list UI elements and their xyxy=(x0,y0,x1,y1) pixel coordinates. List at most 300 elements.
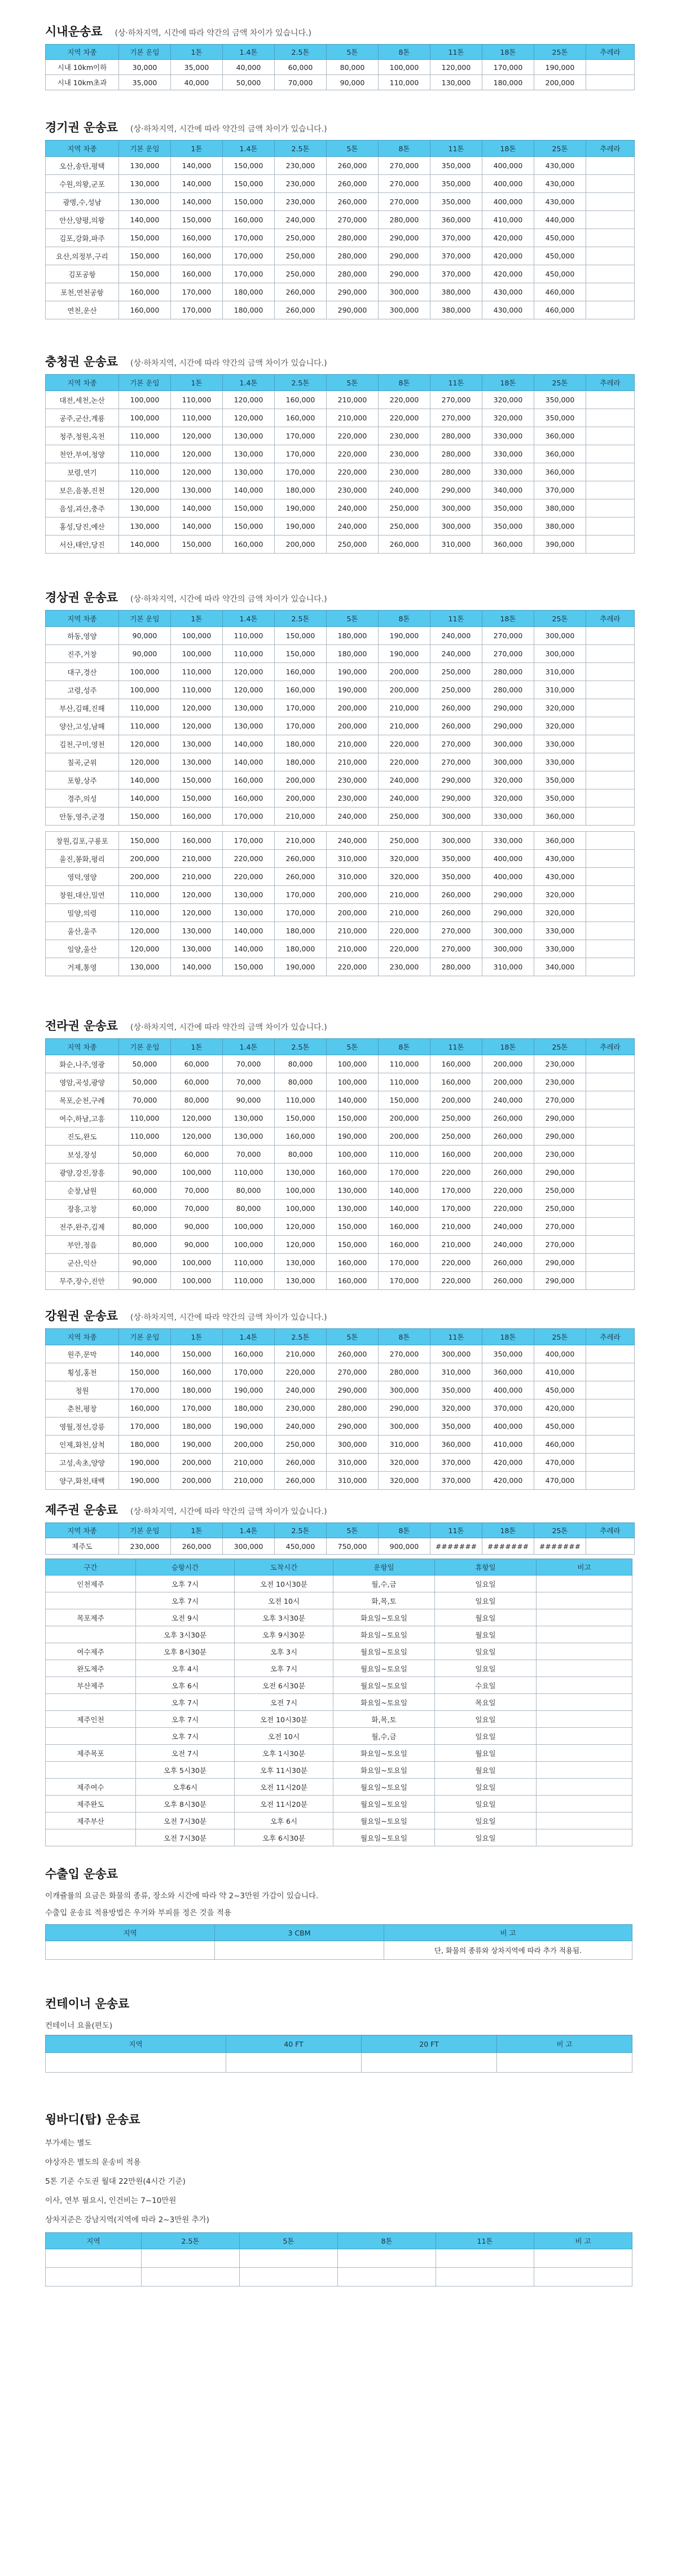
column-header: 휴항일 xyxy=(435,1559,537,1576)
table-cell: 180,000 xyxy=(327,645,379,663)
table-cell: 270,000 xyxy=(430,409,482,427)
table-cell: 180,000 xyxy=(119,1436,171,1454)
column-header: 40 FT xyxy=(226,2035,362,2053)
table-cell: 200,000 xyxy=(327,717,379,735)
table-cell: 110,000 xyxy=(171,409,223,427)
table-cell: 부안,정읍 xyxy=(46,1236,119,1254)
table-cell: 오후 6시30분 xyxy=(235,1829,333,1846)
table-cell: 330,000 xyxy=(482,808,534,826)
table-cell: 120,000 xyxy=(171,886,223,904)
table-cell: 300,000 xyxy=(534,627,586,645)
table-cell: 80,000 xyxy=(223,1182,275,1200)
column-header: 기본 운임 xyxy=(119,141,171,157)
column-header: 기본 운임 xyxy=(119,1329,171,1345)
table-row xyxy=(46,735,635,753)
table-cell: 250,000 xyxy=(275,1436,327,1454)
table-cell: 120,000 xyxy=(119,735,171,753)
table-cell: 300,000 xyxy=(482,940,534,958)
table-row xyxy=(46,481,635,499)
column-header: 지역 xyxy=(46,1925,215,1941)
table-cell: 오전 7시 xyxy=(235,1694,333,1711)
table-cell: 230,000 xyxy=(379,427,430,445)
table-cell: 170,000 xyxy=(379,1164,430,1182)
table-cell: 170,000 xyxy=(430,1200,482,1218)
column-header: 25톤 xyxy=(534,141,586,157)
table-cell: 시내 10km이하 xyxy=(46,60,119,75)
table-cell: 전주,완주,김제 xyxy=(46,1218,119,1236)
table-cell: 160,000 xyxy=(327,1272,379,1290)
table-cell: 130,000 xyxy=(171,922,223,940)
table-cell xyxy=(537,1728,632,1745)
table-cell xyxy=(46,1694,136,1711)
export-rate-table xyxy=(45,1924,632,1960)
table-cell: 320,000 xyxy=(430,1399,482,1418)
table-row xyxy=(46,157,635,175)
section-title: 전라권 운송료 xyxy=(45,1019,118,1033)
table-cell xyxy=(436,2268,534,2287)
table-cell: 130,000 xyxy=(223,445,275,463)
column-header: 비 고 xyxy=(497,2035,632,2053)
table-row xyxy=(46,832,635,850)
table-cell: 290,000 xyxy=(430,481,482,499)
table-cell: 250,000 xyxy=(534,1200,586,1218)
section-chungcheong xyxy=(45,353,327,367)
table-cell: 220,000 xyxy=(482,1200,534,1218)
table-cell: 180,000 xyxy=(275,753,327,771)
table-cell: 160,000 xyxy=(119,301,171,319)
table-cell: 110,000 xyxy=(119,427,171,445)
table-cell: 210,000 xyxy=(327,391,379,409)
table-cell: 290,000 xyxy=(327,1381,379,1399)
table-cell: 110,000 xyxy=(119,463,171,481)
table-cell xyxy=(46,2268,142,2287)
table-cell xyxy=(586,1345,635,1363)
table-cell: 270,000 xyxy=(430,940,482,958)
table-cell: 울진,봉화,평리 xyxy=(46,850,119,868)
column-header: 3 CBM xyxy=(215,1925,384,1941)
table-cell: 320,000 xyxy=(482,789,534,808)
table-cell: 190,000 xyxy=(119,1454,171,1472)
table-cell: 150,000 xyxy=(275,1109,327,1127)
table-cell xyxy=(497,2053,632,2073)
table-cell: 290,000 xyxy=(379,247,430,265)
table-row xyxy=(46,1073,635,1091)
column-header: 1톤 xyxy=(171,141,223,157)
column-header: 8톤 xyxy=(379,1039,430,1055)
table-cell: 영암,곡성,광양 xyxy=(46,1073,119,1091)
table-cell: 오전 10시30분 xyxy=(235,1576,333,1592)
table-cell: 160,000 xyxy=(171,265,223,283)
table-cell xyxy=(586,868,635,886)
table-cell: 100,000 xyxy=(171,1254,223,1272)
table-cell xyxy=(586,958,635,976)
column-header: 지역 차종 xyxy=(46,1523,119,1538)
table-cell: 250,000 xyxy=(430,1109,482,1127)
table-cell: 360,000 xyxy=(430,1436,482,1454)
column-header: 1톤 xyxy=(171,611,223,627)
table-cell: 오전 7시 xyxy=(136,1745,235,1762)
table-cell xyxy=(46,1592,136,1609)
table-cell: 420,000 xyxy=(482,1454,534,1472)
table-cell: 90,000 xyxy=(171,1218,223,1236)
table-cell: 고령,성주 xyxy=(46,681,119,699)
column-header: 5톤 xyxy=(327,1329,379,1345)
column-header: 1.4톤 xyxy=(223,141,275,157)
column-header: 승항시간 xyxy=(136,1559,235,1576)
column-header: 기본 운임 xyxy=(119,1523,171,1538)
table-cell: 210,000 xyxy=(379,717,430,735)
table-cell: 오후 8시30분 xyxy=(136,1796,235,1813)
column-header: 2.5톤 xyxy=(275,45,327,60)
table-cell: 250,000 xyxy=(430,1127,482,1146)
table-cell: 천안,부여,청양 xyxy=(46,445,119,463)
table-cell: 일요일 xyxy=(435,1796,537,1813)
table-cell: 170,000 xyxy=(275,886,327,904)
table-cell: 230,000 xyxy=(275,175,327,193)
table-cell xyxy=(142,2268,240,2287)
column-header: 5톤 xyxy=(327,1523,379,1538)
table-cell: 130,000 xyxy=(223,699,275,717)
table-cell: 270,000 xyxy=(482,645,534,663)
table-cell: 420,000 xyxy=(482,247,534,265)
table-cell xyxy=(586,1254,635,1272)
table-cell: 250,000 xyxy=(327,536,379,554)
table-row xyxy=(46,808,635,826)
table-cell: 300,000 xyxy=(430,499,482,517)
wingbody-note-line: 부가세는 별도 xyxy=(45,2139,92,2148)
table-cell xyxy=(537,1779,632,1796)
table-row xyxy=(46,499,635,517)
table-cell: 광명,수,성남 xyxy=(46,193,119,211)
table-cell: 260,000 xyxy=(275,1472,327,1490)
table-cell: 130,000 xyxy=(223,427,275,445)
table-cell: 420,000 xyxy=(482,1472,534,1490)
table-cell: 160,000 xyxy=(327,1164,379,1182)
table-cell: 210,000 xyxy=(327,940,379,958)
column-header: 25톤 xyxy=(534,45,586,60)
table-cell: 450,000 xyxy=(275,1538,327,1555)
table-cell xyxy=(586,645,635,663)
table-cell: 110,000 xyxy=(171,391,223,409)
table-cell: 오후 7시 xyxy=(136,1592,235,1609)
table-cell: 160,000 xyxy=(171,247,223,265)
table-cell: 240,000 xyxy=(430,627,482,645)
table-header-row xyxy=(46,2035,632,2053)
table-cell: 화요일~토요일 xyxy=(333,1626,435,1643)
column-header: 1톤 xyxy=(171,1523,223,1538)
table-cell xyxy=(537,1762,632,1779)
section-note: (상·하차지역, 시간에 따라 약간의 금액 차이가 있습니다.) xyxy=(130,359,327,368)
column-header: 20 FT xyxy=(362,2035,497,2053)
table-cell: 300,000 xyxy=(430,517,482,536)
table-cell: 110,000 xyxy=(379,1055,430,1073)
table-cell: 오전 10시 xyxy=(235,1592,333,1609)
table-cell: 270,000 xyxy=(327,211,379,229)
table-cell: 430,000 xyxy=(534,850,586,868)
table-cell: 230,000 xyxy=(534,1073,586,1091)
table-cell: 270,000 xyxy=(327,1363,379,1381)
table-row xyxy=(46,1436,635,1454)
column-header: 8톤 xyxy=(379,611,430,627)
table-cell: 430,000 xyxy=(482,283,534,301)
table-cell: 120,000 xyxy=(430,60,482,75)
table-cell: 오전 10시30분 xyxy=(235,1711,333,1728)
table-cell: 170,000 xyxy=(171,1399,223,1418)
table-cell: 110,000 xyxy=(223,1164,275,1182)
table-cell: 양구,화천,태백 xyxy=(46,1472,119,1490)
table-cell: 320,000 xyxy=(379,868,430,886)
table-cell: 220,000 xyxy=(379,391,430,409)
column-header: 지역 차종 xyxy=(46,141,119,157)
table-cell: 140,000 xyxy=(119,211,171,229)
table-cell: 170,000 xyxy=(223,808,275,826)
table-row xyxy=(46,1796,632,1813)
column-header: 기본 운임 xyxy=(119,45,171,60)
table-cell: 260,000 xyxy=(482,1254,534,1272)
section-note: (상·하차지역, 시간에 따라 약간의 금액 차이가 있습니다.) xyxy=(130,595,327,604)
table-cell: 110,000 xyxy=(119,717,171,735)
table-cell: 310,000 xyxy=(327,1472,379,1490)
table-cell xyxy=(586,717,635,735)
table-cell: 춘천,평창 xyxy=(46,1399,119,1418)
table-cell: 110,000 xyxy=(223,645,275,663)
table-cell: 90,000 xyxy=(119,1272,171,1290)
table-cell: 60,000 xyxy=(275,60,327,75)
table-cell xyxy=(142,2249,240,2268)
table-cell: 110,000 xyxy=(119,699,171,717)
table-cell: 제주도 xyxy=(46,1538,119,1555)
table-cell: 김천,구미,영천 xyxy=(46,735,119,753)
table-cell: 100,000 xyxy=(119,663,171,681)
column-header: 1.4톤 xyxy=(223,1039,275,1055)
table-cell xyxy=(537,1677,632,1694)
table-cell xyxy=(537,1694,632,1711)
table-row xyxy=(46,1779,632,1796)
table-cell: 120,000 xyxy=(171,699,223,717)
table-cell: 화,목,토 xyxy=(333,1711,435,1728)
table-cell: 화요일~토요일 xyxy=(333,1762,435,1779)
table-cell: 월요일 xyxy=(435,1626,537,1643)
table-cell: 오후 6시 xyxy=(235,1813,333,1829)
column-header: 25톤 xyxy=(534,1523,586,1538)
table-cell: 100,000 xyxy=(119,681,171,699)
section-title: 컨테이너 운송료 xyxy=(45,1997,130,2011)
table-cell: 연천,운산 xyxy=(46,301,119,319)
table-cell: 100,000 xyxy=(171,1272,223,1290)
table-cell: 160,000 xyxy=(119,283,171,301)
table-cell: 오후 3시30분 xyxy=(136,1626,235,1643)
table-cell: 400,000 xyxy=(482,850,534,868)
table-header-row xyxy=(46,141,635,157)
table-cell: 350,000 xyxy=(534,391,586,409)
section-title: 강원권 운송료 xyxy=(45,1309,118,1323)
table-cell: 200,000 xyxy=(327,904,379,922)
table-cell: 수원,의왕,군포 xyxy=(46,175,119,193)
table-cell: 190,000 xyxy=(275,499,327,517)
table-cell xyxy=(537,1796,632,1813)
table-cell: 270,000 xyxy=(379,193,430,211)
table-row xyxy=(46,627,635,645)
table-cell: 90,000 xyxy=(119,1254,171,1272)
table-cell: 350,000 xyxy=(430,1418,482,1436)
table-cell: 240,000 xyxy=(482,1091,534,1109)
table-row xyxy=(46,1109,635,1127)
table-cell xyxy=(586,1127,635,1146)
table-cell: 290,000 xyxy=(534,1127,586,1146)
table-cell: 완도제주 xyxy=(46,1660,136,1677)
table-cell: 화요일~토요일 xyxy=(333,1609,435,1626)
table-cell: 포천,연천공항 xyxy=(46,283,119,301)
column-header: 5톤 xyxy=(327,375,379,391)
table-cell: 360,000 xyxy=(534,832,586,850)
table-cell: 150,000 xyxy=(223,958,275,976)
table-cell: 460,000 xyxy=(534,283,586,301)
table-cell: 100,000 xyxy=(223,1218,275,1236)
table-cell: 130,000 xyxy=(171,735,223,753)
table-cell: 190,000 xyxy=(327,681,379,699)
table-cell: 90,000 xyxy=(327,75,379,90)
table-cell: 일요일 xyxy=(435,1779,537,1796)
table-cell: 260,000 xyxy=(327,157,379,175)
table-cell: 210,000 xyxy=(275,1345,327,1363)
table-cell: 250,000 xyxy=(275,229,327,247)
table-cell: 310,000 xyxy=(327,1454,379,1472)
table-cell: 오후 8시30분 xyxy=(136,1643,235,1660)
table-cell: 230,000 xyxy=(379,958,430,976)
table-cell xyxy=(586,940,635,958)
table-cell: 100,000 xyxy=(119,391,171,409)
table-cell: 350,000 xyxy=(430,868,482,886)
table-row xyxy=(46,645,635,663)
table-cell xyxy=(586,735,635,753)
table-cell: 330,000 xyxy=(482,427,534,445)
table-cell: 450,000 xyxy=(534,1381,586,1399)
table-cell: 220,000 xyxy=(327,958,379,976)
section-gangwon xyxy=(45,1307,327,1322)
table-cell: 200,000 xyxy=(379,663,430,681)
table-cell: 190,000 xyxy=(379,645,430,663)
table-cell xyxy=(586,229,635,247)
table-cell xyxy=(46,2249,142,2268)
table-row xyxy=(46,663,635,681)
table-row xyxy=(46,1728,632,1745)
table-cell: 140,000 xyxy=(223,481,275,499)
table-cell xyxy=(338,2249,436,2268)
table-cell: 청주,청원,옥천 xyxy=(46,427,119,445)
table-cell: 70,000 xyxy=(171,1182,223,1200)
table-cell: 150,000 xyxy=(275,645,327,663)
gyeonggi-rate-table xyxy=(45,140,635,319)
table-cell: 부산,김해,진해 xyxy=(46,699,119,717)
table-cell: 290,000 xyxy=(482,699,534,717)
table-cell: 250,000 xyxy=(430,681,482,699)
table-cell: 130,000 xyxy=(275,1254,327,1272)
table-cell: 80,000 xyxy=(275,1055,327,1073)
table-cell: 월요일~토요일 xyxy=(333,1643,435,1660)
table-cell: 170,000 xyxy=(275,427,327,445)
table-cell: 170,000 xyxy=(275,445,327,463)
table-row xyxy=(46,1218,635,1236)
column-header: 18톤 xyxy=(482,141,534,157)
table-cell: 군산,익산 xyxy=(46,1254,119,1272)
table-cell: 750,000 xyxy=(327,1538,379,1555)
table-cell: 35,000 xyxy=(171,60,223,75)
table-cell: 290,000 xyxy=(379,1399,430,1418)
table-cell: 140,000 xyxy=(171,175,223,193)
table-cell: 140,000 xyxy=(119,771,171,789)
table-row xyxy=(46,1592,632,1609)
table-cell: 월요일 xyxy=(435,1762,537,1779)
table-cell: 330,000 xyxy=(482,445,534,463)
table-cell xyxy=(586,681,635,699)
table-cell: 80,000 xyxy=(223,1200,275,1218)
table-row xyxy=(46,517,635,536)
table-cell: 김포,강화,파주 xyxy=(46,229,119,247)
table-cell: 430,000 xyxy=(482,301,534,319)
table-cell: 210,000 xyxy=(327,735,379,753)
table-cell xyxy=(537,1609,632,1626)
table-cell: 290,000 xyxy=(379,265,430,283)
table-row xyxy=(46,1146,635,1164)
table-cell: 260,000 xyxy=(275,283,327,301)
table-cell: 150,000 xyxy=(223,517,275,536)
table-cell: 오후 3시 xyxy=(235,1643,333,1660)
table-cell: 300,000 xyxy=(379,283,430,301)
table-row xyxy=(46,463,635,481)
table-cell: 290,000 xyxy=(482,886,534,904)
table-cell: 360,000 xyxy=(482,1363,534,1381)
table-cell: 310,000 xyxy=(379,1436,430,1454)
table-cell xyxy=(215,1941,384,1960)
table-cell: 오후 1시30분 xyxy=(235,1745,333,1762)
table-cell: 고성,속초,양양 xyxy=(46,1454,119,1472)
table-cell: 290,000 xyxy=(534,1254,586,1272)
table-row xyxy=(46,1941,632,1960)
table-cell: 150,000 xyxy=(119,265,171,283)
table-cell xyxy=(586,627,635,645)
table-cell: 월요일~토요일 xyxy=(333,1813,435,1829)
column-header: 지역 차종 xyxy=(46,611,119,627)
table-cell xyxy=(586,247,635,265)
table-cell: 100,000 xyxy=(275,1200,327,1218)
table-cell: 220,000 xyxy=(275,1363,327,1381)
table-cell: 월요일~토요일 xyxy=(333,1660,435,1677)
table-cell: 제주부산 xyxy=(46,1813,136,1829)
table-cell: 240,000 xyxy=(275,1418,327,1436)
table-cell: 170,000 xyxy=(430,1182,482,1200)
table-cell: 150,000 xyxy=(223,499,275,517)
table-row xyxy=(46,1381,635,1399)
table-cell: 260,000 xyxy=(275,868,327,886)
table-cell: 160,000 xyxy=(379,1236,430,1254)
table-cell: 330,000 xyxy=(482,463,534,481)
column-header: 1.4톤 xyxy=(223,1523,275,1538)
table-cell: 210,000 xyxy=(379,886,430,904)
table-cell: 190,000 xyxy=(171,1436,223,1454)
table-cell xyxy=(586,283,635,301)
table-cell: 260,000 xyxy=(275,1454,327,1472)
table-cell: 280,000 xyxy=(430,427,482,445)
table-cell: 320,000 xyxy=(534,699,586,717)
table-row xyxy=(46,1055,635,1073)
table-cell: 100,000 xyxy=(327,1073,379,1091)
table-cell xyxy=(537,1829,632,1846)
table-cell: 70,000 xyxy=(223,1055,275,1073)
table-row xyxy=(46,2268,632,2287)
table-cell xyxy=(586,301,635,319)
table-cell: 오후 4시 xyxy=(136,1660,235,1677)
table-cell xyxy=(226,2053,362,2073)
